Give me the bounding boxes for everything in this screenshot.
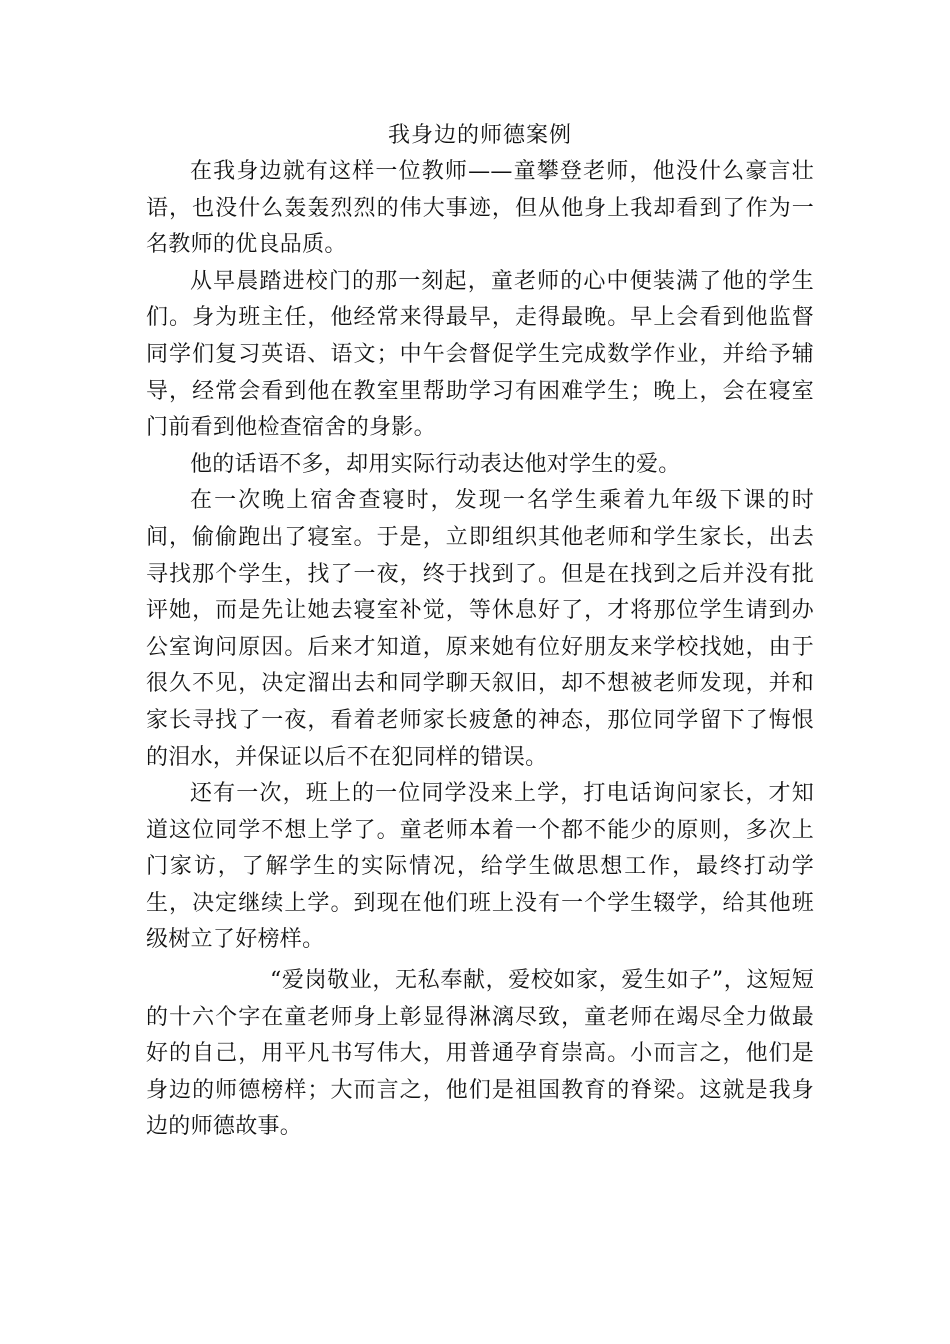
document-title: 我身边的师德案例 xyxy=(387,123,572,148)
paragraph-intro: 在我身边就有这样一位教师——童攀登老师，他没什么豪言壮语，也没什么轰轰烈烈的伟大事迹，但从他身上我却看到了作为一名教师的优良品质。 xyxy=(146,159,814,258)
paragraph-night-search: 在一次晚上宿舍查寝时，发现一名学生乘着九年级下课的时间，偷偷跑出了寝室。于是，立即组织其他老师和学生家长，出去寻找那个学生，找了一夜，终于找到了。但是在找到之后并没有批评她，而是先让她去寝室补觉，等休息好了，才将那位学生请到办公室询问原因。后来才知道，原来她有位好朋友来学校找她，由于很久不见，决定溜出去和同学聊天叙旧，却不想被老师发现，并和家长寻找了一夜，看着老师家长疲惫的神态，那位同学留下了悔恨的泪水，并保证以后不在犯同样的错误。 xyxy=(146,488,814,770)
paragraph-few-words: 他的话语不多，却用实际行动表达他对学生的爱。 xyxy=(190,451,681,477)
paragraph-daily-routine: 从早晨踏进校门的那一刻起，童老师的心中便装满了他的学生们。身为班主任，他经常来得最早，走得最晚。早上会看到他监督同学们复习英语、语文；中午会督促学生完成数学作业，并给予辅导，经常会看到他在教室里帮助学习有困难学生；晚上，会在寝室门前看到他检查宿舍的身影。 xyxy=(146,268,814,441)
paragraph-dropout-visit: 还有一次，班上的一位同学没来上学，打电话询问家长，才知道这位同学不想上学了。童老师本着一个都不能少的原则，多次上门家访，了解学生的实际情况，给学生做思想工作，最终打动学生，决定继续上学。到现在他们班上没有一个学生辍学，给其他班级树立了好榜样。 xyxy=(146,781,814,953)
paragraph-conclusion: “爱岗敬业，无私奉献，爱校如家，爱生如子”，这短短的十六个字在童老师身上彰显得淋漓尽致，童老师在竭尽全力做最好的自己，用平凡书写伟大，用普通孕育崇高。小而言之，他们是身边的师德榜样；大而言之，他们是祖国教育的脊梁。这就是我身边的师德故事。 xyxy=(146,968,814,1140)
document-body xyxy=(146,118,814,1146)
